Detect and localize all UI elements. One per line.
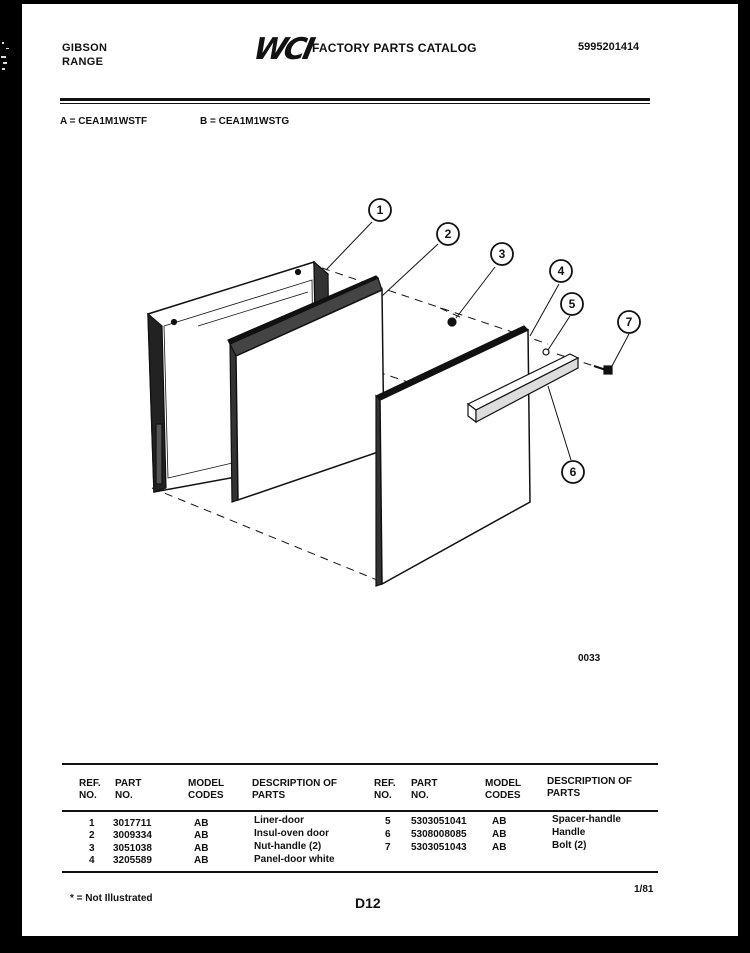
desc-cell: Liner-door [254,815,304,826]
bolt-shape [594,366,612,374]
codes-cell: AB [492,842,507,853]
ref-cell: 7 [385,842,391,853]
codes-cell: AB [492,816,507,827]
codes-cell: AB [194,843,209,854]
desc-cell: Handle [552,827,586,838]
callout-label-1: 1 [376,203,384,217]
desc-cell: Panel-door white [254,854,335,865]
catalog-title: FACTORY PARTS CATALOG [312,41,477,55]
page-id: D12 [355,895,381,911]
model-b: B = CEA1M1WSTG [200,116,290,127]
brand-name: GIBSON [62,42,108,54]
callout-label-3: 3 [498,247,506,261]
header-description-left: DESCRIPTION OF PARTS [252,778,338,801]
codes-cell: AB [492,829,507,840]
header-description-right: DESCRIPTION OF PARTS [547,776,633,799]
diagram-code: 0033 [578,653,601,664]
codes-cell: AB [194,855,209,866]
ref-cell: 3 [89,843,95,854]
part-cell: 3051038 [113,843,152,854]
panel-door-shape [376,326,530,586]
not-illustrated-note: * = Not Illustrated [70,893,153,904]
ref-cell: 4 [89,855,95,866]
callout-label-6: 6 [569,465,577,479]
codes-cell: AB [194,818,209,829]
wci-logo: WCI [250,32,316,67]
ref-cell: 6 [385,829,391,840]
exploded-door-diagram [22,4,738,644]
codes-cell: AB [194,830,209,841]
part-cell: 3017711 [113,818,152,829]
alignment-line-bottom [152,488,382,582]
scan-specks [0,40,14,80]
header-ref-no-right: REF. NO. [374,778,396,801]
nut-shape [448,318,456,326]
catalog-number: 5995201414 [578,41,640,53]
callout-label-7: 7 [625,315,633,329]
callout-label-4: 4 [557,264,565,278]
part-cell: 3205589 [113,855,152,866]
desc-cell: Insul-oven door [254,828,329,839]
ref-cell: 1 [89,818,95,829]
part-cell: 5308008085 [411,829,467,840]
header-part-no-right: PART NO. [411,778,438,801]
table-header-rule [62,810,658,812]
header-model-codes-left: MODEL CODES [188,778,224,801]
product-type: RANGE [62,56,104,68]
header-part-no-left: PART NO. [115,778,142,801]
desc-cell: Bolt (2) [552,840,587,851]
model-a: A = CEA1M1WSTF [60,116,148,127]
ref-cell: 2 [89,830,95,841]
callout-label-5: 5 [568,297,576,311]
callout-label-2: 2 [444,227,452,241]
part-cell: 5303051041 [411,816,467,827]
part-cell: 5303051043 [411,842,467,853]
part-cell: 3009334 [113,830,152,841]
header-ref-no-left: REF. NO. [79,778,101,801]
desc-cell: Nut-handle (2) [254,841,322,852]
ref-cell: 5 [385,816,391,827]
table-bottom-rule [62,871,658,873]
parts-catalog-page [22,4,738,936]
revision-date: 1/81 [634,884,654,895]
table-top-rule [62,763,658,765]
header-model-codes-right: MODEL CODES [485,778,521,801]
desc-cell: Spacer-handle [552,814,621,825]
